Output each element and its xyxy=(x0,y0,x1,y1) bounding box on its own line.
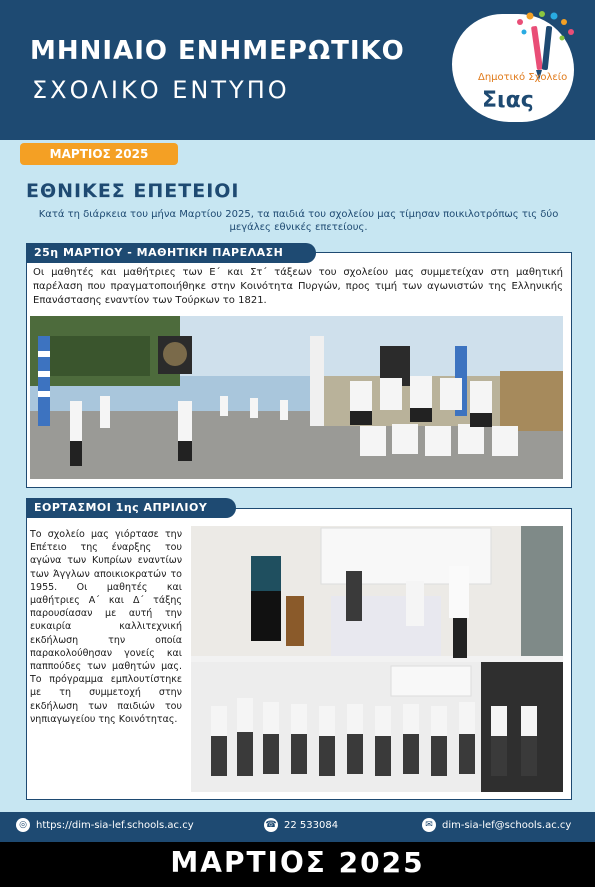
globe-icon: ◎ xyxy=(16,818,30,832)
section-intro: Κατά τη διάρκεια του μήνα Μαρτίου 2025, τα παιδιά του σχολείου μας τίμησαν ποικιλοτρόπως τις δύο μεγάλες εθνικές επετείους. xyxy=(38,209,559,233)
mail-icon: ✉ xyxy=(422,818,436,832)
phone-icon: ☎ xyxy=(265,820,277,830)
bottom-banner-text: ΜΑΡΤΙΟΣ 2025 xyxy=(170,846,425,879)
celebration-photo-collage xyxy=(191,526,563,792)
article-parade-text: Οι μαθητές και μαθήτριες των Ε΄ και Στ΄ τάξεων του σχολείου μας συμμετείχαν στη μαθητική παρέλαση που πραγματοποιήθηκε στην Κοινότητα Πυργών, προς τιμή των αγωνιστών της Ελληνικής Επανάστασης εναντίον των Τούρκων το 1821. xyxy=(33,267,563,306)
footer-website-link[interactable]: https://dim-sia-lef.schools.ac.cy xyxy=(36,820,194,831)
article-parade-heading: 25η ΜΑΡΤΙΟΥ - ΜΑΘΗΤΙΚΗ ΠΑΡΕΛΑΣΗ xyxy=(26,243,316,263)
newsletter-title-line2: ΣΧΟΛΙΚΟ ΕΝΤΥΠΟ xyxy=(32,76,290,104)
article-april-text: Το σχολείο μας γιόρτασε την Επέτειο της έναρξης του αγώνα των Κυπρίων εναντίων των Άγγλων αποικιοκρατών το 1955. Οι μαθητές και μαθήτριες Α΄ και Δ΄ τάξης παρουσίασαν με αυτή την ευκαιρία καλλιτεχνική εκδήλωση την οποία παρακολούθησαν γονείς και παππούδες των μαθητών μας. Το πρόγραμμα εμπλουτίστηκε με τη συμμετοχή στην εκδήλωση των παιδιών του νηπιαγωγείου της Κοινότητας. xyxy=(30,529,182,725)
section-title: ΕΘΝΙΚΕΣ ΕΠΕΤΕΙΟΙ xyxy=(26,180,240,202)
footer-email-link[interactable]: dim-sia-lef@schools.ac.cy xyxy=(442,820,572,831)
newsletter-title-line1: ΜΗΝΙΑΙΟ ΕΝΗΜΕΡΩΤΙΚΟ xyxy=(30,36,405,66)
footer-phone: 22 533084 xyxy=(284,820,339,831)
date-badge: ΜΑΡΤΙΟΣ 2025 xyxy=(20,143,178,165)
logo-school-name: Σιας xyxy=(482,88,534,113)
logo-school-type: Δημοτικό Σχολείο xyxy=(478,72,568,83)
article-april-heading: ΕΟΡΤΑΣΜΟΙ 1ης ΑΠΡΙΛΙΟΥ xyxy=(26,498,236,518)
parade-photo xyxy=(30,316,563,479)
